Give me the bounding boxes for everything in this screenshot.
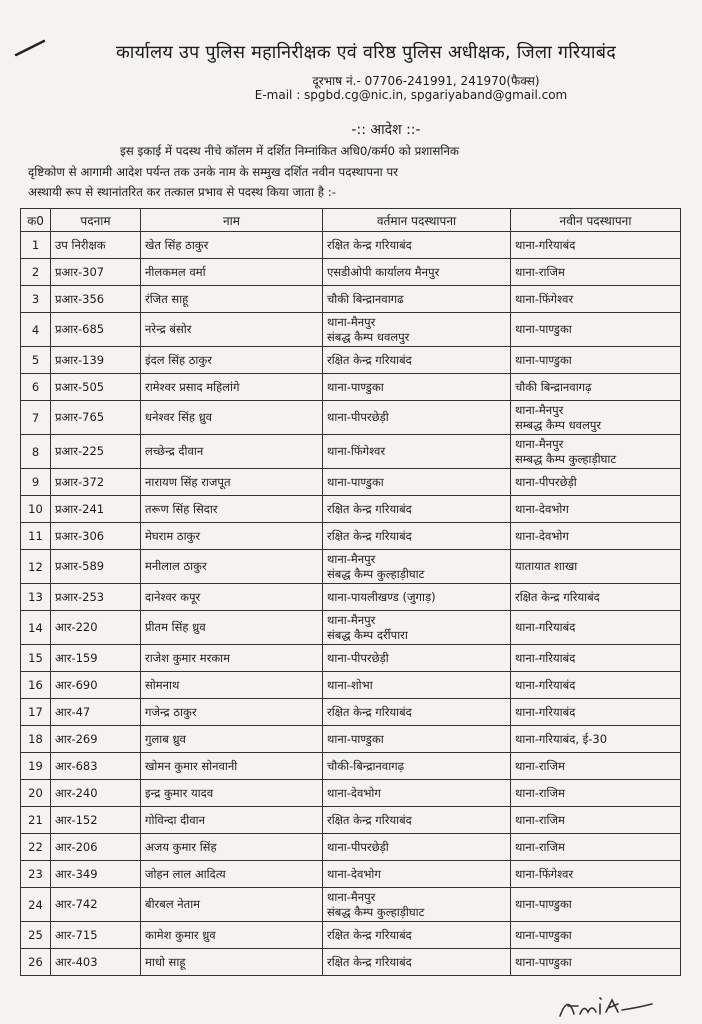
table-row — [21, 807, 681, 834]
cell-serial: 8 — [21, 435, 51, 469]
cell-new-posting — [511, 888, 681, 922]
cell-current-posting — [323, 313, 511, 347]
cell-serial: 7 — [21, 401, 51, 435]
posting-line: चौकी-बिन्द्रानवागढ़ — [327, 758, 405, 773]
cell-name: जोहन लाल आदित्य — [141, 861, 323, 888]
cell-name: माधो साहू — [141, 949, 323, 976]
posting-line: थाना-मैनपुर — [327, 551, 376, 566]
cell-new-posting — [511, 435, 681, 469]
posting-line: थाना-मैनपुर — [515, 436, 564, 451]
posting-line: थाना-गरियाबंद — [515, 677, 576, 692]
header-serial: क0 — [21, 209, 51, 232]
posting-line: थाना-पायलीखण्ड (जुगाड़) — [327, 589, 436, 604]
cell-rank: आर-240 — [51, 780, 141, 807]
cell-current-posting — [323, 780, 511, 807]
cell-serial: 24 — [21, 888, 51, 922]
posting-line: थाना-राजिम — [515, 812, 565, 827]
table-row — [21, 949, 681, 976]
table-row — [21, 699, 681, 726]
cell-new-posting — [511, 259, 681, 286]
cell-rank: प्रआर-505 — [51, 374, 141, 401]
posting-line: संबद्ध कैम्प दर्रीपारा — [327, 627, 408, 642]
posting-line: रक्षित केन्द्र गरियाबंद — [327, 528, 412, 543]
cell-serial: 3 — [21, 286, 51, 313]
cell-current-posting — [323, 807, 511, 834]
cell-rank: आर-152 — [51, 807, 141, 834]
posting-line: थाना-फिंगेश्वर — [327, 444, 386, 458]
order-paragraph-line: इस इकाई में पदस्थ नीचे कॉलम में दर्शित निम्नांकित अधि0/कर्म0 को प्रशासनिक — [120, 144, 459, 158]
posting-line: रक्षित केन्द्र गरियाबंद — [327, 954, 412, 969]
posting-line: थाना-पीपरछेड़ी — [327, 650, 389, 665]
cell-current-posting — [323, 286, 511, 313]
order-paragraph-line: अस्थायी रूप से स्थानांतरित कर तत्काल प्रभाव से पदस्थ किया जाता है :- — [28, 185, 337, 199]
cell-rank: आर-683 — [51, 753, 141, 780]
cell-current-posting — [323, 699, 511, 726]
cell-name: धनेश्वर सिंह ध्रुव — [141, 401, 323, 435]
posting-line: थाना-पाण्डुका — [515, 927, 572, 942]
cell-serial: 4 — [21, 313, 51, 347]
table-row — [21, 780, 681, 807]
cell-rank: आर-269 — [51, 726, 141, 753]
table-row — [21, 435, 681, 469]
posting-line: सम्बद्ध कैम्प धवलपुर — [515, 417, 602, 432]
posting-line: रक्षित केन्द्र गरियाबंद — [327, 352, 412, 367]
cell-name: खोमन कुमार सोनवानी — [141, 753, 323, 780]
cell-current-posting — [323, 584, 511, 611]
cell-current-posting — [323, 232, 511, 259]
table-row — [21, 550, 681, 584]
posting-line: थाना-पाण्डुका — [515, 954, 572, 969]
cell-serial: 25 — [21, 922, 51, 949]
cell-name: इंदल सिंह ठाकुर — [141, 347, 323, 374]
cell-new-posting — [511, 313, 681, 347]
cell-current-posting — [323, 259, 511, 286]
cell-name: रामेश्वर प्रसाद महिलांगे — [141, 374, 323, 401]
cell-current-posting — [323, 435, 511, 469]
posting-line: थाना-पीपरछेड़ी — [327, 410, 389, 424]
cell-new-posting — [511, 753, 681, 780]
posting-line: थाना-गरियाबंद — [515, 650, 576, 665]
posting-line: संबद्ध कैम्प कुल्हाड़ीघाट — [327, 566, 425, 581]
cell-new-posting — [511, 523, 681, 550]
table-row — [21, 672, 681, 699]
cell-name: रंजित साहू — [141, 286, 323, 313]
header-name: नाम — [141, 209, 323, 232]
posting-line: थाना-देवभोग — [515, 501, 569, 516]
cell-name: सोमनाथ — [141, 672, 323, 699]
cell-new-posting — [511, 584, 681, 611]
cell-name: खेत सिंह ठाकुर — [141, 232, 323, 259]
cell-current-posting — [323, 672, 511, 699]
posting-line: थाना-पाण्डुका — [515, 322, 572, 336]
cell-serial: 21 — [21, 807, 51, 834]
cell-rank: प्रआर-356 — [51, 286, 141, 313]
cell-rank: प्रआर-589 — [51, 550, 141, 584]
signature-scribble — [556, 990, 656, 1020]
cell-new-posting — [511, 232, 681, 259]
cell-serial: 17 — [21, 699, 51, 726]
cell-rank: प्रआर-372 — [51, 469, 141, 496]
cell-rank: आर-206 — [51, 834, 141, 861]
cell-rank: प्रआर-307 — [51, 259, 141, 286]
posting-line: थाना-देवभोग — [327, 785, 381, 800]
posting-line: थाना-फिंगेश्वर — [515, 291, 574, 306]
cell-current-posting — [323, 645, 511, 672]
cell-name: गोविन्दा दीवान — [141, 807, 323, 834]
cell-name: तरूण सिंह सिदार — [141, 496, 323, 523]
cell-new-posting — [511, 807, 681, 834]
cell-current-posting — [323, 374, 511, 401]
cell-name: बीरबल नेताम — [141, 888, 323, 922]
posting-line: थाना-पाण्डुका — [327, 474, 384, 489]
cell-serial: 1 — [21, 232, 51, 259]
cell-serial: 26 — [21, 949, 51, 976]
cell-serial: 10 — [21, 496, 51, 523]
cell-new-posting — [511, 672, 681, 699]
cell-name: कामेश कुमार ध्रुव — [141, 922, 323, 949]
posting-line: थाना-देवभोग — [327, 866, 381, 881]
cell-serial: 23 — [21, 861, 51, 888]
posting-line: थाना-गरियाबंद — [515, 620, 576, 634]
cell-new-posting — [511, 861, 681, 888]
table-row — [21, 401, 681, 435]
cell-new-posting — [511, 780, 681, 807]
cell-name: मेघराम ठाकुर — [141, 523, 323, 550]
cell-current-posting — [323, 550, 511, 584]
transfer-table — [20, 208, 681, 976]
table-row — [21, 286, 681, 313]
order-title: -:: आदेश ::- — [351, 122, 421, 138]
cell-rank: आर-220 — [51, 611, 141, 645]
cell-serial: 2 — [21, 259, 51, 286]
table-row — [21, 861, 681, 888]
cell-current-posting — [323, 401, 511, 435]
table-row — [21, 347, 681, 374]
cell-name: गुलाब ध्रुव — [141, 726, 323, 753]
posting-line: सम्बद्ध कैम्प कुल्हाड़ीघाट — [515, 451, 617, 466]
table-row — [21, 313, 681, 347]
posting-line: थाना-मैनपुर — [515, 402, 564, 417]
posting-line: थाना-देवभोग — [515, 528, 569, 543]
cell-name: राजेश कुमार मरकाम — [141, 645, 323, 672]
cell-new-posting — [511, 922, 681, 949]
cell-new-posting — [511, 401, 681, 435]
cell-current-posting — [323, 523, 511, 550]
cell-serial: 15 — [21, 645, 51, 672]
posting-line: थाना-राजिम — [515, 758, 565, 773]
table-row — [21, 888, 681, 922]
table-row — [21, 726, 681, 753]
posting-line: थाना-पाण्डुका — [327, 379, 384, 394]
posting-line: एसडीओपी कार्यालय मैनपुर — [327, 264, 440, 279]
posting-line: थाना-पाण्डुका — [515, 352, 572, 367]
cell-new-posting — [511, 834, 681, 861]
cell-rank: आर-349 — [51, 861, 141, 888]
table-body — [21, 232, 681, 976]
posting-line: रक्षित केन्द्र गरियाबंद — [327, 812, 412, 827]
cell-name: अजय कुमार सिंह — [141, 834, 323, 861]
cell-serial: 22 — [21, 834, 51, 861]
cell-name: प्रीतम सिंह ध्रुव — [141, 611, 323, 645]
posting-line: चौकी बिन्द्रानवागढ — [327, 291, 404, 306]
cell-current-posting — [323, 922, 511, 949]
cell-new-posting — [511, 949, 681, 976]
cell-serial: 9 — [21, 469, 51, 496]
table-row — [21, 469, 681, 496]
cell-name: लच्छेन्द्र दीवान — [141, 435, 323, 469]
cell-serial: 20 — [21, 780, 51, 807]
header-new-posting: नवीन पदस्थापना — [511, 209, 681, 232]
cell-current-posting — [323, 726, 511, 753]
cell-rank: प्रआर-241 — [51, 496, 141, 523]
cell-new-posting — [511, 469, 681, 496]
cell-rank: आर-159 — [51, 645, 141, 672]
cell-name: नरेन्द्र बंसोर — [141, 313, 323, 347]
posting-line: थाना-पाण्डुका — [515, 897, 572, 911]
posting-line: थाना-गरियाबंद — [515, 237, 576, 252]
cell-rank: प्रआर-765 — [51, 401, 141, 435]
table-row — [21, 259, 681, 286]
cell-new-posting — [511, 726, 681, 753]
cell-rank: प्रआर-253 — [51, 584, 141, 611]
cell-current-posting — [323, 888, 511, 922]
cell-current-posting — [323, 347, 511, 374]
posting-line: संबद्ध कैम्प कुल्हाड़ीघाट — [327, 904, 425, 919]
order-paragraph-line: दृष्टिकोण से आगामी आदेश पर्यन्त तक उनके नाम के सम्मुख दर्शित नवीन पदस्थापना पर — [28, 165, 398, 179]
cell-serial: 19 — [21, 753, 51, 780]
cell-rank: उप निरीक्षक — [51, 232, 141, 259]
cell-rank: प्रआर-139 — [51, 347, 141, 374]
cell-rank: प्रआर-685 — [51, 313, 141, 347]
posting-line: थाना-पाण्डुका — [327, 731, 384, 746]
posting-line: थाना-राजिम — [515, 785, 565, 800]
cell-name: नीलकमल वर्मा — [141, 259, 323, 286]
cell-serial: 16 — [21, 672, 51, 699]
cell-name: नारायण सिंह राजपूत — [141, 469, 323, 496]
posting-line: थाना-मैनपुर — [327, 314, 376, 329]
table-header-row — [21, 209, 681, 232]
cell-serial: 11 — [21, 523, 51, 550]
table-row — [21, 645, 681, 672]
posting-line: थाना-राजिम — [515, 264, 565, 279]
posting-line: थाना-पीपरछेड़ी — [515, 474, 577, 489]
cell-serial: 5 — [21, 347, 51, 374]
cell-rank: प्रआर-225 — [51, 435, 141, 469]
posting-line: थाना-मैनपुर — [327, 889, 376, 904]
posting-line: रक्षित केन्द्र गरियाबंद — [515, 589, 600, 604]
cell-new-posting — [511, 550, 681, 584]
cell-current-posting — [323, 949, 511, 976]
cell-serial: 12 — [21, 550, 51, 584]
cell-name: गजेन्द्र ठाकुर — [141, 699, 323, 726]
cell-current-posting — [323, 469, 511, 496]
cell-serial: 6 — [21, 374, 51, 401]
table-row — [21, 232, 681, 259]
cell-new-posting — [511, 374, 681, 401]
table-row — [21, 374, 681, 401]
posting-line: रक्षित केन्द्र गरियाबंद — [327, 927, 412, 942]
posting-line: थाना-राजिम — [515, 839, 565, 854]
table-row — [21, 922, 681, 949]
cell-new-posting — [511, 496, 681, 523]
cell-new-posting — [511, 347, 681, 374]
cell-serial: 14 — [21, 611, 51, 645]
email-line: E-mail : spgbd.cg@nic.in, spgariyaband@gmail.com — [254, 88, 568, 102]
posting-line: रक्षित केन्द्र गरियाबंद — [327, 501, 412, 516]
cell-serial: 13 — [21, 584, 51, 611]
posting-line: थाना-गरियाबंद, ई-30 — [515, 731, 608, 746]
table-row — [21, 496, 681, 523]
cell-serial: 18 — [21, 726, 51, 753]
cell-rank: आर-403 — [51, 949, 141, 976]
cell-rank: आर-47 — [51, 699, 141, 726]
posting-line: चौकी बिन्द्रानवागढ़ — [515, 379, 592, 394]
cell-current-posting — [323, 753, 511, 780]
cell-current-posting — [323, 861, 511, 888]
office-title: कार्यालय उप पुलिस महानिरीक्षक एवं वरिष्ठ पुलिस अधीक्षक, जिला गरियाबंद — [115, 42, 617, 63]
cell-new-posting — [511, 699, 681, 726]
table-row — [21, 834, 681, 861]
cell-new-posting — [511, 611, 681, 645]
cell-rank: आर-715 — [51, 922, 141, 949]
cell-new-posting — [511, 645, 681, 672]
cell-name: इन्द्र कुमार यादव — [141, 780, 323, 807]
cell-name: मनीलाल ठाकुर — [141, 550, 323, 584]
table-row — [21, 753, 681, 780]
posting-line: यातायात शाखा — [515, 559, 578, 573]
cell-current-posting — [323, 496, 511, 523]
posting-line: संबद्ध कैम्प धवलपुर — [327, 329, 410, 344]
cell-rank: आर-690 — [51, 672, 141, 699]
table-row — [21, 523, 681, 550]
posting-line: थाना-गरियाबंद — [515, 704, 576, 719]
posting-line: थाना-पीपरछेड़ी — [327, 839, 389, 854]
header-current-posting: वर्तमान पदस्थापना — [323, 209, 511, 232]
posting-line: थाना-फिंगेश्वर — [515, 866, 574, 881]
cell-current-posting — [323, 834, 511, 861]
cell-rank: प्रआर-306 — [51, 523, 141, 550]
cell-new-posting — [511, 286, 681, 313]
cell-rank: आर-742 — [51, 888, 141, 922]
table-row — [21, 584, 681, 611]
posting-line: रक्षित केन्द्र गरियाबंद — [327, 237, 412, 252]
cell-name: दानेश्वर कपूर — [141, 584, 323, 611]
posting-line: थाना-शोभा — [327, 677, 373, 692]
phone-line: दूरभाष नं.- 07706-241991, 241970(फैक्स) — [312, 74, 540, 88]
posting-line: थाना-मैनपुर — [327, 612, 376, 627]
posting-line: रक्षित केन्द्र गरियाबंद — [327, 704, 412, 719]
table-row — [21, 611, 681, 645]
header-rank: पदनाम — [51, 209, 141, 232]
cell-current-posting — [323, 611, 511, 645]
